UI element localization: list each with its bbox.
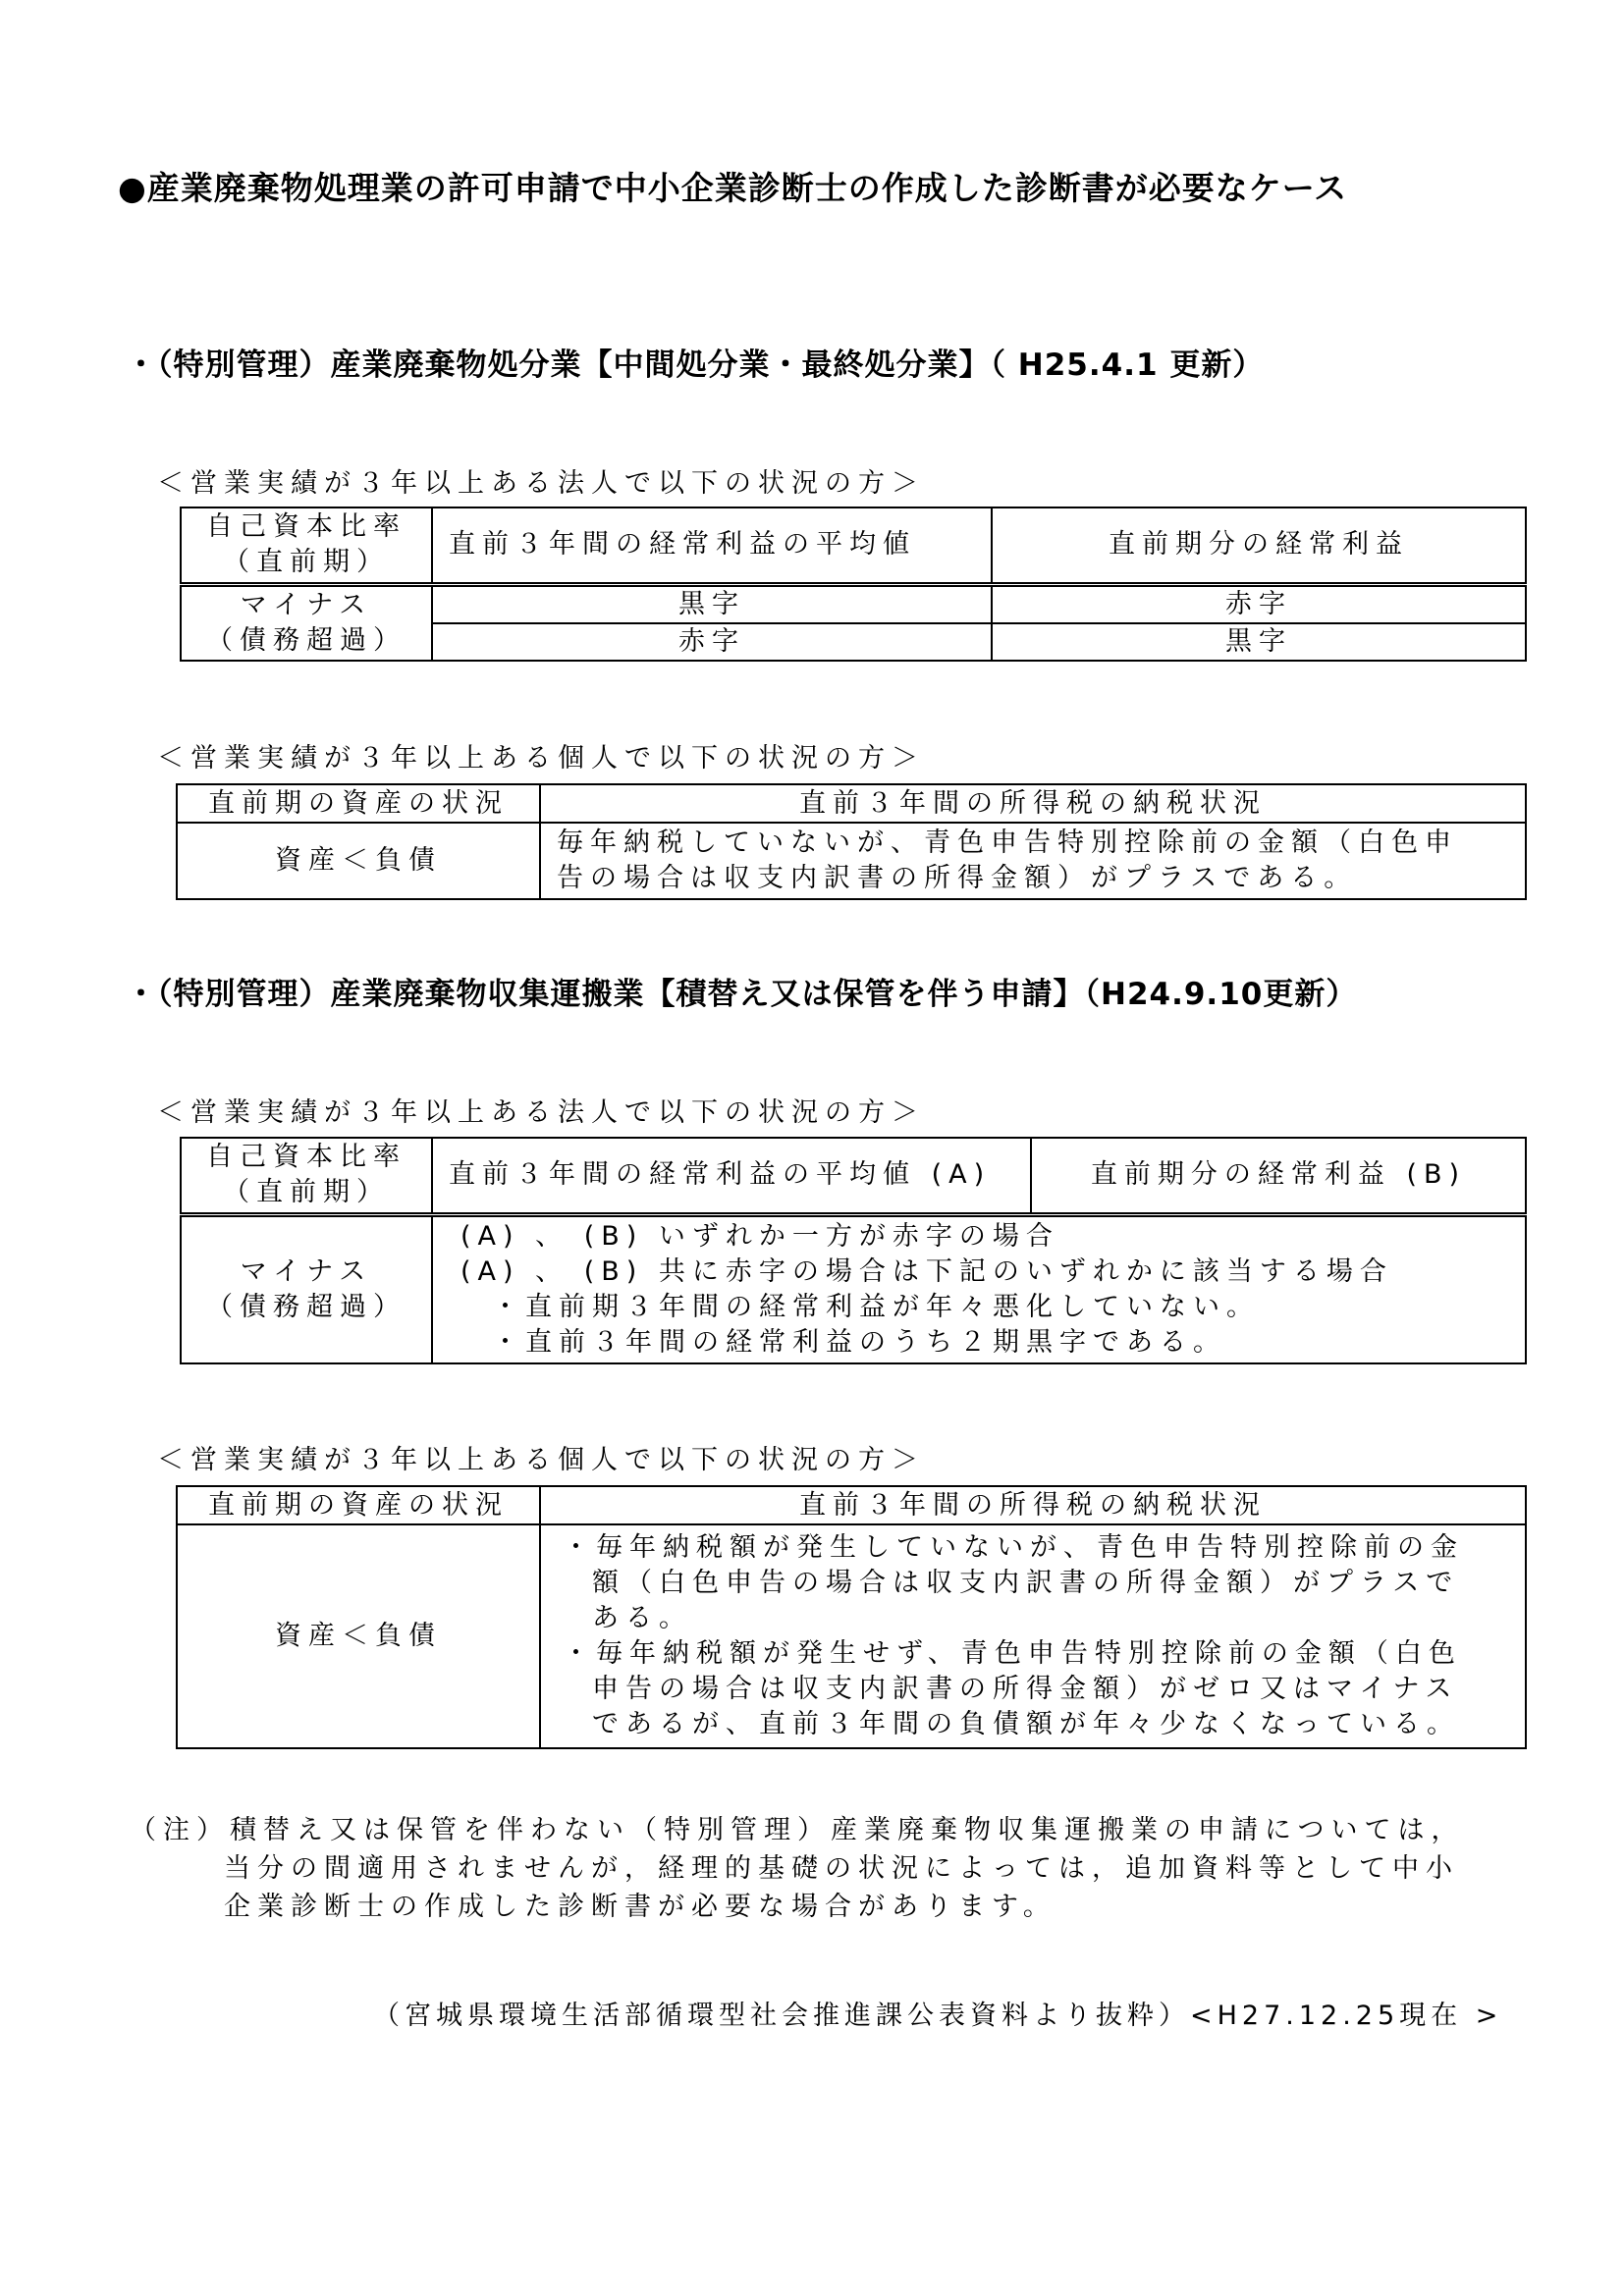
header-tax-status: 直前３年間の所得税の納税状況 xyxy=(540,784,1526,823)
cell-conditions: (A) 、 (B) いずれか一方が赤字の場合 (A) 、 (B) 共に赤字の場合は下記のいずれかに該当する場合 ・直前期３年間の経常利益が年々悪化していない。 ・直前３年間の経常利益のうち２期黒字である。 xyxy=(432,1214,1526,1363)
header-avg-profit: 直前３年間の経常利益の平均値 xyxy=(432,507,992,584)
section2-corp-table xyxy=(180,1137,1527,1364)
note xyxy=(130,1811,1464,1926)
header-tax-status: 直前３年間の所得税の納税状況 xyxy=(540,1486,1526,1524)
note-line: 当分の間適用されませんが，経理的基礎の状況によっては，追加資料等として中小 xyxy=(224,1853,1459,1884)
cell-prev-1: 赤字 xyxy=(992,584,1526,623)
section1-corp-label: ＜営業実績が３年以上ある法人で以下の状況の方＞ xyxy=(157,468,925,499)
cell-avg-1: 黒字 xyxy=(432,584,992,623)
header-prev-profit: 直前期分の経常利益 (B) xyxy=(1031,1138,1526,1214)
cell-asset: 資産＜負債 xyxy=(177,823,540,899)
header-prev-profit: 直前期分の経常利益 xyxy=(992,507,1526,584)
header-equity-ratio: 自己資本比率 （直前期） xyxy=(181,507,432,584)
section1-heading: ・（特別管理）産業廃棄物処分業【中間処分業・最終処分業】（ H25.4.1 更新） xyxy=(126,347,1265,383)
header-asset-status: 直前期の資産の状況 xyxy=(177,1486,540,1524)
row-label-minus: マイナス （債務超過） xyxy=(181,584,432,661)
section1-indiv-table xyxy=(176,783,1527,900)
section1-corp-table xyxy=(180,507,1527,662)
note-line: 企業診断士の作成した診断書が必要な場合があります。 xyxy=(224,1892,1056,1922)
section1-indiv-label: ＜営業実績が３年以上ある個人で以下の状況の方＞ xyxy=(157,743,925,774)
cell-tax: ・毎年納税額が発生していないが、青色申告特別控除前の金 額（白色申告の場合は収支内訳書の所得金額）がプラスで ある。 ・毎年納税額が発生せず、青色申告特別控除前の金額（白色 申告の場合は収支内訳書の所得金額）がゼロ又はマイナス であるが、直前３年間の負債額が年々少なくなっている。 xyxy=(540,1524,1526,1748)
section2-indiv-label: ＜営業実績が３年以上ある個人で以下の状況の方＞ xyxy=(157,1445,925,1475)
section2-corp-label: ＜営業実績が３年以上ある法人で以下の状況の方＞ xyxy=(157,1097,925,1128)
source-citation: （宮城県環境生活部循環型社会推進課公表資料より抜粋）<H27.12.25現在 > xyxy=(373,2001,1503,2031)
section2-heading: ・（特別管理）産業廃棄物収集運搬業【積替え又は保管を伴う申請】（H24.9.10更新） xyxy=(126,977,1358,1012)
cell-tax: 毎年納税していないが、青色申告特別控除前の金額（白色申 告の場合は収支内訳書の所得金額）がプラスである。 xyxy=(540,823,1526,899)
section2-indiv-table xyxy=(176,1485,1527,1749)
header-asset-status: 直前期の資産の状況 xyxy=(177,784,540,823)
header-equity-ratio: 自己資本比率 （直前期） xyxy=(181,1138,432,1214)
cell-prev-2: 黒字 xyxy=(992,623,1526,661)
cell-avg-2: 赤字 xyxy=(432,623,992,661)
row-label-minus: マイナス （債務超過） xyxy=(181,1214,432,1363)
page-title: ●産業廃棄物処理業の許可申請で中小企業診断士の作成した診断書が必要なケース xyxy=(118,169,1348,207)
note-line: （注）積替え又は保管を伴わない（特別管理）産業廃棄物収集運搬業の申請については， xyxy=(130,1815,1465,1845)
cell-asset: 資産＜負債 xyxy=(177,1524,540,1748)
header-avg-profit: 直前３年間の経常利益の平均値 (A) xyxy=(432,1138,1031,1214)
